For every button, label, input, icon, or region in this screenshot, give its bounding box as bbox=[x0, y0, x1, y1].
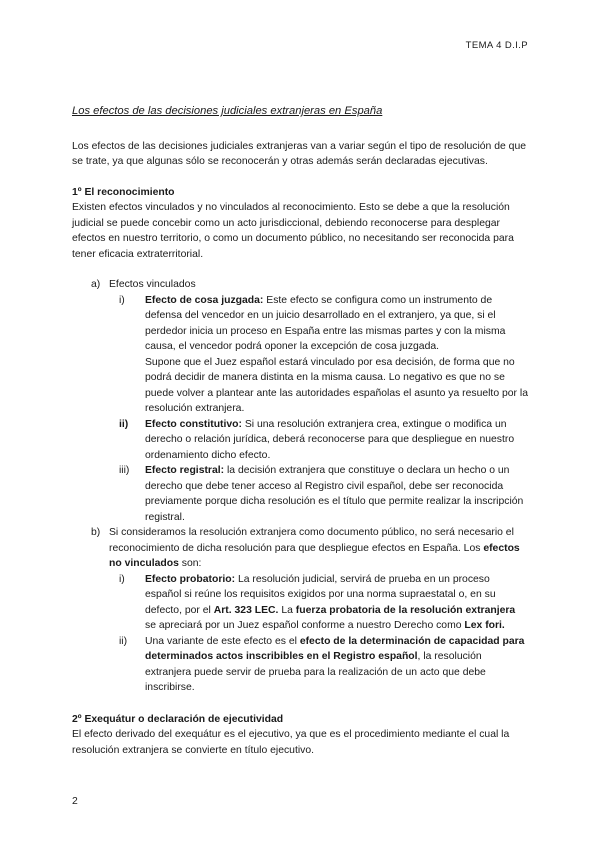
roman-numeral: i) bbox=[119, 294, 125, 306]
roman-numeral: iii) bbox=[119, 465, 130, 476]
sub-item-text: Efecto registral: la decisión extranjera que constituye o declara un hecho o un derecho que debe tener acceso al Registro civil español, debe ser reconocida previamente porque dicha resolución es el título que permite realizar la inscripción registral. bbox=[145, 465, 524, 523]
term-bold: Lex fori. bbox=[464, 620, 505, 631]
list-item-a bbox=[91, 277, 528, 525]
sub-item-ii bbox=[119, 417, 528, 464]
roman-numeral: i) bbox=[119, 573, 125, 585]
section1-paragraph: Existen efectos vinculados y no vinculados al reconocimiento. Esto se debe a que la resolución judicial se puede concebir como un acto jurisdiccional, debiendo reconocerse para desplegar efectos en nuestro territorio, o como un documento público, no necesitando ser reconocida para tener eficacia extraterritorial. bbox=[72, 202, 514, 260]
intro-paragraph: Los efectos de las decisiones judiciales extranjeras van a variar según el tipo de resolución de que se trate, ya que algunas sólo se reconocerán y otras además serán declaradas ejecutivas. bbox=[72, 140, 526, 167]
section1-heading: 1º El reconocimiento bbox=[72, 186, 175, 198]
term-bold: Efecto probatorio: bbox=[145, 573, 236, 585]
section2 bbox=[72, 712, 528, 759]
roman-numeral: ii) bbox=[119, 635, 128, 647]
list-item-b bbox=[91, 525, 528, 696]
sub-item-i bbox=[119, 293, 528, 417]
term-bold: Efecto constitutivo: bbox=[145, 418, 242, 430]
sub-item-text: Efecto probatorio: La resolución judicial, servirá de prueba en un proceso español si reúne los requisitos exigidos por una norma supraestatal o, en su defecto, por el Art. 323 LEC. La fuerza probatoria de la resolución extranjera se apreciará por un Juez español conforme a nuestro Derecho como Lex fori. bbox=[145, 573, 516, 631]
term-bold: efecto de la determinación de capacidad para determinados actos inscribibles en el Registro español bbox=[145, 635, 525, 662]
term-bold: Efecto registral: bbox=[145, 465, 225, 476]
term-bold: fuerza probatoria de la resolución extranjera bbox=[295, 604, 516, 616]
sub-item-ii bbox=[119, 634, 528, 696]
section2-heading: 2º Exequátur o declaración de ejecutividad bbox=[72, 713, 284, 725]
page-header: TEMA 4 D.I.P bbox=[465, 40, 528, 51]
page-number: 2 bbox=[72, 796, 78, 807]
sub-item-text-continued: Supone que el Juez español estará vinculado por esa decisión, de forma que no podrá decidir de manera distinta en la misma causa. Lo negativo es que no se puede volver a plantear ante las autoridades españolas el asunto ya resuelto por la resolución extranjera. bbox=[145, 356, 528, 414]
term-bold: Efecto de cosa juzgada: bbox=[145, 294, 264, 306]
item-a-heading: Efectos vinculados bbox=[109, 279, 196, 290]
document-title: Los efectos de las decisiones judiciales extranjeras en España bbox=[72, 105, 383, 117]
list-letter-b: b) bbox=[91, 527, 101, 538]
document-body bbox=[72, 104, 528, 758]
sub-item-iii bbox=[119, 463, 528, 525]
roman-numeral: ii) bbox=[119, 418, 129, 430]
sub-item-text: Una variante de este efecto es el efecto de la determinación de capacidad para determinados actos inscribibles en el Registro español, la resolución extranjera puede servir de prueba para la realización de un acto que debe inscribirse. bbox=[145, 635, 525, 693]
term-bold: efectos no vinculados bbox=[109, 542, 520, 569]
term-bold: Art. 323 LEC. bbox=[213, 604, 279, 616]
sub-item-text: Efecto de cosa juzgada: Este efecto se configura como un instrumento de defensa del vencedor en un juicio desarrollado en el extranjero, ya que, si el perdedor inicia un proceso en España entre las mismas partes y con la misma causa, el vencedor podrá oponer la excepción de cosa juzgada. bbox=[145, 294, 506, 352]
sub-item-text: Efecto constitutivo: Si una resolución extranjera crea, extingue o modifica un derecho o relación jurídica, deberá reconocerse para que despliegue en nuestro ordenamiento dicho efecto. bbox=[145, 418, 515, 461]
sub-item-i bbox=[119, 572, 528, 634]
list-letter-a: a) bbox=[91, 279, 101, 290]
item-b-text: Si consideramos la resolución extranjera como documento público, no será necesario el reconocimiento de dicha resolución para que despliegue efectos en España. Los efectos no vinculados son: bbox=[109, 527, 520, 569]
section2-paragraph: El efecto derivado del exequátur es el ejecutivo, ya que es el procedimiento mediante el cual la resolución extranjera se convierte en título ejecutivo. bbox=[72, 729, 510, 756]
